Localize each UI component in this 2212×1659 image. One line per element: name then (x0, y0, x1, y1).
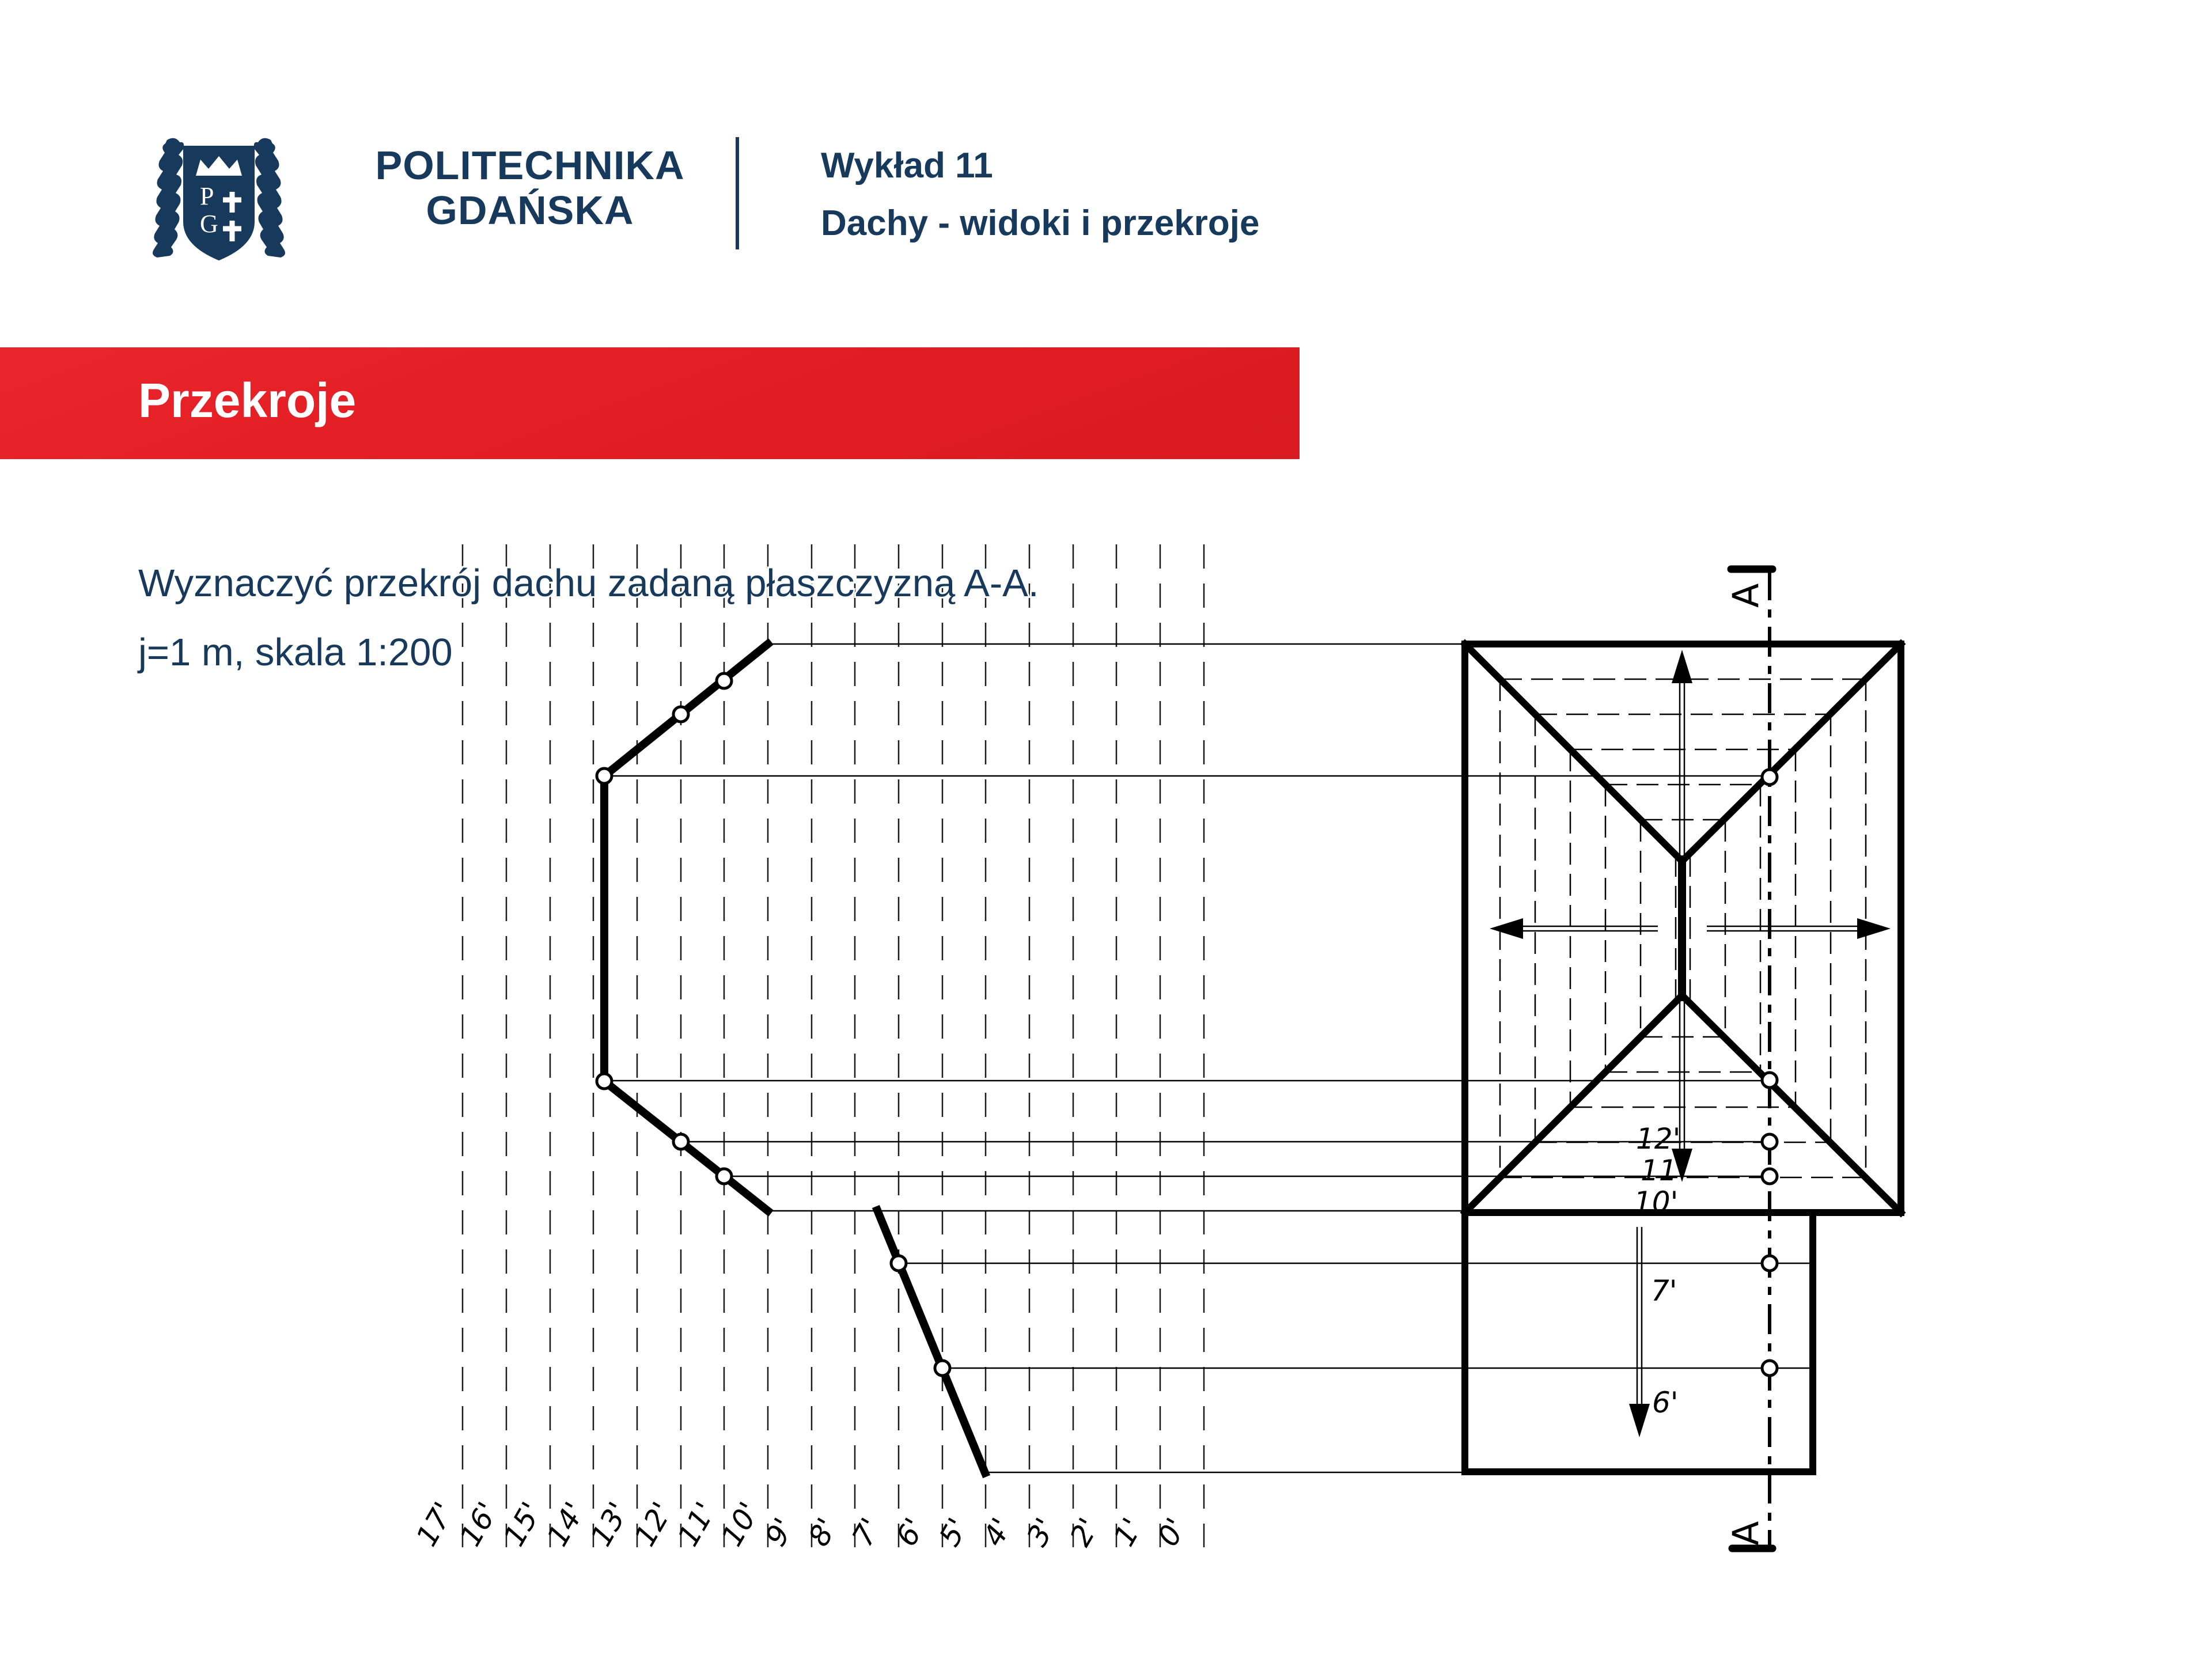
slope-arrow-left-icon (1490, 918, 1658, 939)
scale-label: 15' (497, 1496, 549, 1552)
scale-label: 2' (1063, 1512, 1106, 1552)
section-letter-top: A (1725, 583, 1767, 608)
scale-label: 7' (846, 1512, 888, 1552)
scale-label: 12' (628, 1496, 680, 1552)
plan-label-11: 11' (1641, 1154, 1685, 1187)
plan-label-12: 12' (1636, 1122, 1681, 1156)
scale-label: 6' (889, 1512, 932, 1552)
scale-label: 9' (759, 1512, 801, 1552)
hip-top-left (1465, 644, 1682, 861)
slope-arrow-up-icon (1672, 650, 1692, 858)
scale-label: 17' (410, 1496, 461, 1552)
university-name-line2: GDAŃSKA (426, 188, 634, 233)
scale-label: 13' (584, 1496, 636, 1552)
plan-label-10: 10' (1634, 1185, 1679, 1219)
scale-label: 3' (1020, 1512, 1063, 1552)
scale-projection-lines (463, 544, 1204, 1547)
scale-label: 11' (671, 1496, 723, 1552)
scale-label: 10' (715, 1496, 767, 1552)
plan-label-6: 6' (1652, 1386, 1679, 1419)
scale-label: 5' (933, 1512, 975, 1552)
task-text-line1: Wyznaczyć przekrój dachu zadaną płaszczyzną A-A. (138, 562, 1039, 605)
section-profile-lower-roof (877, 1210, 985, 1473)
slope-arrow-down-lower-icon (1629, 1227, 1650, 1437)
section-letter-bottom: A (1725, 1521, 1767, 1546)
scale-line-labels (410, 1497, 1193, 1552)
section-profile-main (604, 644, 768, 1211)
university-name-line1: POLITECHNIKA (375, 143, 685, 188)
section-banner-title: Przekroje (138, 373, 357, 427)
scale-label: 14' (540, 1496, 592, 1552)
slope-arrow-right-icon (1707, 918, 1891, 939)
scale-label: 8' (802, 1512, 844, 1552)
scale-label: 0' (1151, 1512, 1194, 1552)
section-profile (604, 644, 985, 1473)
task-text-line2: j=1 m, skala 1:200 (138, 631, 453, 674)
scale-label: 4' (976, 1512, 1019, 1552)
hip-top-right (1682, 644, 1901, 861)
scale-label: 1' (1107, 1512, 1150, 1552)
plan-label-7: 7' (1651, 1274, 1677, 1308)
hip-bottom-right (1682, 995, 1901, 1213)
scale-label: 16' (453, 1496, 505, 1552)
transfer-lines (604, 644, 1813, 1472)
lecture-number: Wykład 11 (821, 146, 993, 185)
lecture-topic: Dachy - widoki i przekroje (821, 203, 1260, 243)
emblem-letter-g: G (200, 210, 218, 238)
emblem-letter-p: P (200, 182, 214, 210)
roof-plan (1465, 644, 1901, 1472)
